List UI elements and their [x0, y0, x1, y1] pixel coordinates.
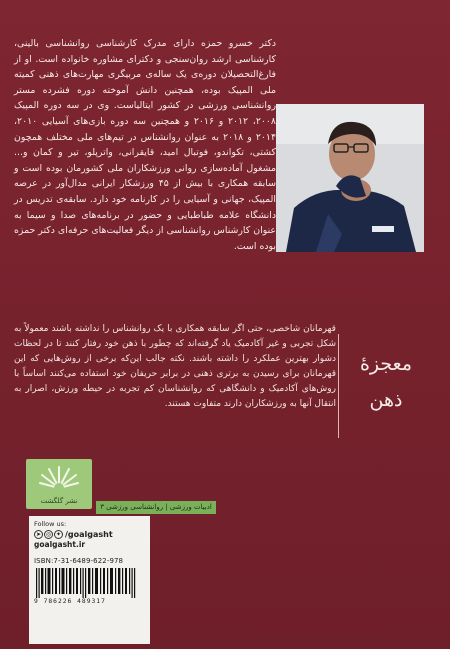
- book-title-line-1: معجزهٔ: [359, 353, 413, 375]
- book-blurb: [14, 322, 336, 413]
- telegram-icon: ➤: [35, 531, 42, 538]
- barcode-bars: [34, 568, 144, 598]
- publisher-name: نشر گلگشت: [40, 497, 78, 505]
- series-label: ادبیات ورزشی | روانشناسی ورزشی ۳: [96, 501, 216, 514]
- author-photo: [276, 104, 424, 252]
- book-title-line-2: ذهن: [369, 389, 403, 411]
- book-title: [346, 346, 426, 418]
- social-row: [34, 530, 145, 539]
- barcode-number: 9 786226 489317: [34, 598, 106, 605]
- author-bio: [14, 36, 276, 254]
- book-blurb-text: قهرمانان شاخصی، حتی اگر سابقه همکاری با یک روانشناس را نداشته باشند معمولاً به شکل تجربی و غیر آکادمیک یاد گرفته‌اند که چطور با ذهن خود رفتار کنند تا در لحظات دشوار بهترین عملکرد را داشته باشند. نکته جالب این‌که برخی از روش‌هایی که این قهرمانان برای رسیدن به برتری ذهنی در برابر حریفان خود استفاده می‌کنند اساساً با روش‌های آکادمیک و دانشگاهی که روانشناسان کم تجربه در حیطه ورزش، اصرار به انتقال آنها به ورزشکاران دارند متفاوت هستند.: [14, 324, 336, 410]
- social-handle: /goalgasht: [65, 530, 113, 539]
- twitter-icon: ✦: [55, 531, 62, 538]
- author-bio-text: دکتر خسرو حمزه دارای مدرک کارشناسی روانشناسی بالینی، کارشناسی ارشد روان‌سنجی و دکترای مشاوره خانواده است. او از فارغ‌التحصیلان دوره‌ی یک ساله‌ی مربیگری مهارت‌های ذهنی کمیته ملی المپیک بوده، همچنین دانش آموخته دوره فشرده مستر روانشناسی ورزشی در کشور ایتالیاست. وی در سه دوره المپیک ۲۰۰۸، ۲۰۱۲ و ۲۰۱۶ و همچنین سه دوره بازی‌های آسیایی ۲۰۱۰، ۲۰۱۴ و ۲۰۱۸ به عنوان روانشناس در تیم‌های ملی مختلف همچون کشتی، تکواندو، فوتبال امید، قایقرانی، واترپلو، تیر و کمان و... مشغول آماده‌سازی روانی ورزشکاران ملی کشورمان بوده است و سابقه همکاری با بیش از ۴۵ ورزشکار ایرانی مدال‌آور در عرصه المپیک، جهانی و آسیایی را در کارنامه خود دارد. سابقه‌ی تدریس در دانشگاه علامه طباطبایی و حضور در برنامه‌های صدا و سیما به عنوان کارشناس روانشناسی از دیگر فعالیت‌های حرفه‌ای دکتر حمزه بوده است.: [14, 38, 276, 252]
- info-panel: [29, 516, 150, 644]
- barcode: [34, 568, 145, 598]
- isbn: ISBN:7-31-6489-622-978: [34, 557, 124, 565]
- follow-label: Follow us:: [34, 520, 67, 528]
- title-divider: [338, 334, 339, 438]
- instagram-icon: ◎: [45, 531, 52, 538]
- publisher-logo: [26, 459, 92, 509]
- website: goalgasht.ir: [34, 540, 86, 549]
- social-icons: [34, 530, 63, 539]
- sunburst-icon: [39, 464, 79, 490]
